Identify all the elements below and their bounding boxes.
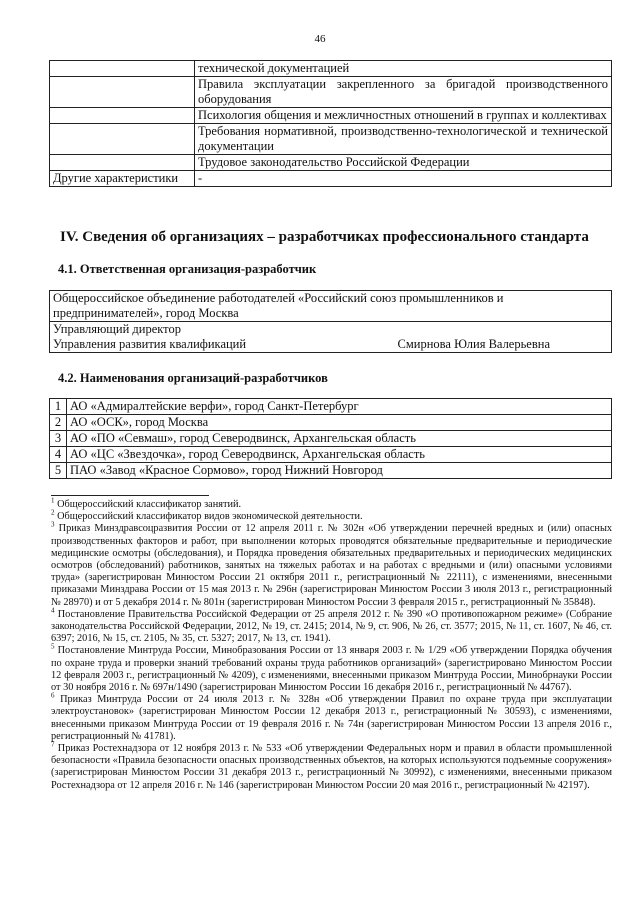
table-row [50,399,612,415]
table-row [50,463,612,479]
footnote-number: 5 [51,643,55,652]
footnote-text: Постановление Минтруда России, Минобразования России от 13 января 2003 г. № 1/29 «Об утверждении Порядка обучения по охране труда и проверки знаний требований охраны труда работников организаций» (зарегистрировано Минюстом России 12 февраля 2003 г., регистрационный № 4209), с изменениями, внесенными приказом Минтруда России, Минобрнауки России от 30 ноября 2016 г. № 697н/1490 (зарегистрирован Минюстом России 16 декабря 2016 г., регистрационный № 44767). [51,645,612,694]
position-line-2: Управления развития квалификаций [53,337,247,351]
developers-table [49,398,612,479]
org-position [50,322,612,353]
footnote [51,645,612,694]
footnote [51,606,613,646]
row-label [50,108,195,124]
row-label [50,155,195,171]
row-value: - [195,171,612,187]
subsection-title-responsible: 4.1. Ответственная организация-разработчик [58,262,317,276]
footnote-number: 4 [51,606,55,615]
subsection-title-developers: 4.2. Наименования организаций-разработчиков [58,371,328,385]
row-label [50,77,195,108]
row-number: 4 [50,447,67,463]
person-name: Смирнова Юлия Валерьевна [397,337,550,351]
footnote-text: Постановление Правительства Российской Федерации от 25 апреля 2012 г. № 390 «О противопожарном режиме» (Собрание законодательства Российской Федерации, 2012, № 19, ст. 2415; 2014, № 9, ст. 906, № 26, ст. 3577; 2015, № 11, ст. 1607, № 46, ст. 6397; 2016, № 15, ст. 2105, № 35, ст. 5327; 2017, № 13, ст. 1941). [51,608,613,645]
org-name: Общероссийское объединение работодателей «Российский союз промышленников и предпринимателей», город Москва [50,291,612,322]
footnote-text: Приказ Минздравсоцразвития России от 12 апреля 2011 г. № 302н «Об утверждении перечней вредных и (или) опасных производственных факторов и работ, при выполнении которых проводятся обязательные предварительные и периодические медицинские осмотры (обследования), и Порядка проведения обязательных предварительных и периодических медицинских осмотров (обследований) работников, занятых на тяжелых работах и на работах с вредными и (или) опасными условиями труда» (зарегистрирован Минюстом России 21 октября 2011 г., регистрационный № 22111), с изменениями, внесенными приказами Минздрава России от 15 мая 2013 г. № 296н (зарегистрирован Минюстом России 3 июля 2013 г., регистрационный № 28970) и от 5 декабря 2014 г. № 801н (зарегистрирован Минюстом России 3 февраля 2015 г., регистрационный № 35848). [51,523,613,608]
row-number: 3 [50,431,67,447]
row-value: Требования нормативной, производственно-технологической и технической документации [195,124,612,155]
developer-name: АО «Адмиралтейские верфи», город Санкт-Петербург [67,399,612,415]
row-value: Правила эксплуатации закрепленного за бригадой производственного оборудования [195,77,612,108]
footnote [51,691,613,743]
footnote-text: Общероссийский классификатор занятий. [57,499,242,510]
footnote-number: 7 [51,740,55,749]
footnote-text: Общероссийский классификатор видов экономической деятельности. [57,511,363,523]
characteristics-table [49,60,612,187]
row-number: 2 [50,415,67,431]
footnote [51,740,612,792]
table-row [50,431,612,447]
responsible-org-table [49,290,612,353]
table-row [50,322,612,353]
table-row [50,61,612,77]
footnote-number: 3 [51,520,55,529]
table-row [50,415,612,431]
footnote [51,496,612,511]
developer-name: ПАО «Завод «Красное Сормово», город Нижний Новгород [67,463,612,479]
position-line-1: Управляющий директор [53,322,181,336]
footnote-divider [51,495,209,496]
footnote [51,508,612,523]
footnotes [51,496,613,792]
row-label: Другие характеристики [50,171,195,187]
footnote-text: Приказ Ростехнадзора от 12 ноября 2013 г. № 533 «Об утверждении Федеральных норм и правил в области промышленной безопасности «Правила безопасности опасных производственных объектов, на которых используются подъемные сооружения» (зарегистрирован Минюстом России 31 декабря 2013 г., регистрационный № 30992), с изменениями, внесенными приказом Ростехнадзора от 12 апреля 2016 г. № 146 (зарегистрирован Минюстом России 20 мая 2016 г., регистрационный № 42197). [51,743,612,791]
table-row [50,291,612,322]
row-value: технической документацией [195,61,612,77]
footnote-number: 1 [51,496,55,505]
row-label [50,124,195,155]
row-value: Трудовое законодательство Российской Федерации [195,155,612,171]
table-row [50,108,612,124]
developer-name: АО «ОСК», город Москва [67,415,612,431]
footnote-text: Приказ Минтруда России от 24 июля 2013 г. № 328н «Об утверждении Правил по охране труда при эксплуатации электроустановок» (зарегистрирован Минюстом России 12 декабря 2013 г., регистрационный № 30593), с изменениями, внесенными приказом Минтруда России от 19 февраля 2016 г. № 74н (зарегистрирован Минюстом России 13 апреля 2016 г., регистрационный № 41781). [51,694,613,742]
row-number: 1 [50,399,67,415]
table-row [50,124,612,155]
table-row [50,155,612,171]
footnote-number: 2 [51,508,55,517]
footnote-number: 6 [51,691,55,700]
section-title: IV. Сведения об организациях – разработчиках профессионального стандарта [60,229,589,245]
table-row [50,171,612,187]
developer-name: АО «ЦС «Звездочка», город Северодвинск, Архангельская область [67,447,612,463]
position-line-2-row [53,337,608,352]
developer-name: АО «ПО «Севмаш», город Северодвинск, Архангельская область [67,431,612,447]
row-number: 5 [50,463,67,479]
footnote [51,520,613,608]
row-label [50,61,195,77]
row-value: Психология общения и межличностных отношений в группах и коллективах [195,108,612,124]
table-row [50,447,612,463]
table-row [50,77,612,108]
page-number: 46 [314,33,326,45]
